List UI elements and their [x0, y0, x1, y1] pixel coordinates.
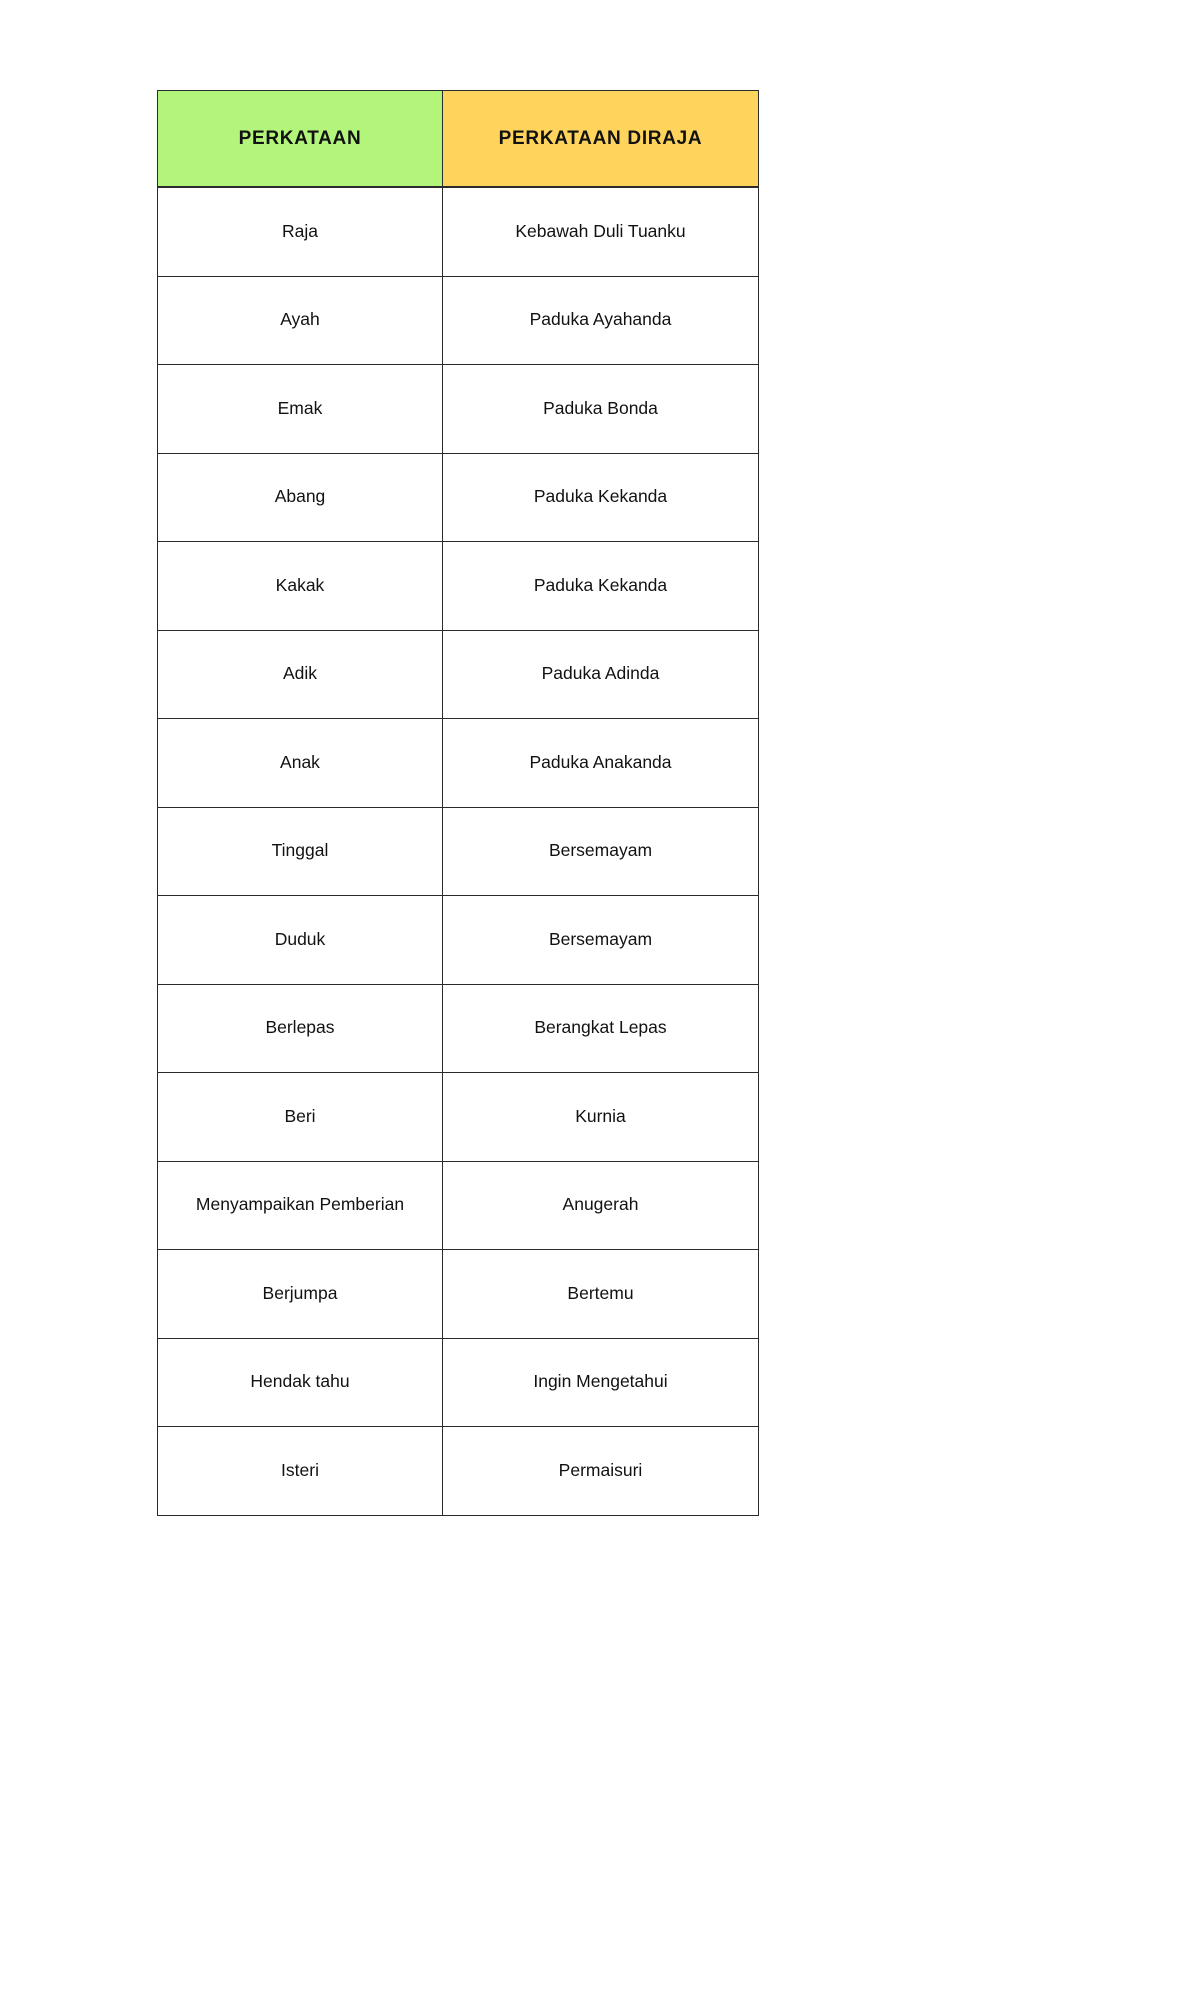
cell-perkataan-diraja: Paduka Kekanda — [443, 542, 759, 631]
cell-perkataan-diraja: Paduka Kekanda — [443, 453, 759, 542]
table-row — [158, 1073, 759, 1162]
vocabulary-table-container — [157, 90, 758, 1516]
cell-perkataan: Isteri — [158, 1427, 443, 1516]
cell-perkataan-diraja: Paduka Anakanda — [443, 719, 759, 808]
table-row — [158, 719, 759, 808]
table-row — [158, 896, 759, 985]
table-row — [158, 1427, 759, 1516]
cell-perkataan-diraja: Paduka Adinda — [443, 630, 759, 719]
column-header-perkataan-diraja: PERKATAAN DIRAJA — [443, 91, 759, 188]
column-header-perkataan: PERKATAAN — [158, 91, 443, 188]
cell-perkataan-diraja: Ingin Mengetahui — [443, 1338, 759, 1427]
cell-perkataan-diraja: Bersemayam — [443, 807, 759, 896]
cell-perkataan: Raja — [158, 187, 443, 276]
cell-perkataan: Kakak — [158, 542, 443, 631]
cell-perkataan-diraja: Berangkat Lepas — [443, 984, 759, 1073]
table-row — [158, 187, 759, 276]
cell-perkataan-diraja: Paduka Bonda — [443, 365, 759, 454]
cell-perkataan-diraja: Kebawah Duli Tuanku — [443, 187, 759, 276]
cell-perkataan-diraja: Permaisuri — [443, 1427, 759, 1516]
cell-perkataan: Emak — [158, 365, 443, 454]
cell-perkataan: Berlepas — [158, 984, 443, 1073]
cell-perkataan: Adik — [158, 630, 443, 719]
cell-perkataan-diraja: Anugerah — [443, 1161, 759, 1250]
table-row — [158, 1161, 759, 1250]
cell-perkataan-diraja: Bertemu — [443, 1250, 759, 1339]
table-row — [158, 365, 759, 454]
cell-perkataan: Ayah — [158, 276, 443, 365]
royal-vocabulary-table — [157, 90, 759, 1516]
table-header-row — [158, 91, 759, 188]
cell-perkataan-diraja: Kurnia — [443, 1073, 759, 1162]
cell-perkataan: Menyampaikan Pemberian — [158, 1161, 443, 1250]
table-row — [158, 630, 759, 719]
table-row — [158, 1338, 759, 1427]
cell-perkataan: Hendak tahu — [158, 1338, 443, 1427]
table-row — [158, 453, 759, 542]
table-row — [158, 1250, 759, 1339]
cell-perkataan-diraja: Bersemayam — [443, 896, 759, 985]
cell-perkataan: Beri — [158, 1073, 443, 1162]
cell-perkataan: Duduk — [158, 896, 443, 985]
cell-perkataan: Abang — [158, 453, 443, 542]
cell-perkataan-diraja: Paduka Ayahanda — [443, 276, 759, 365]
table-row — [158, 807, 759, 896]
cell-perkataan: Anak — [158, 719, 443, 808]
cell-perkataan: Tinggal — [158, 807, 443, 896]
table-row — [158, 984, 759, 1073]
table-header — [158, 91, 759, 188]
table-row — [158, 276, 759, 365]
table-body — [158, 187, 759, 1515]
cell-perkataan: Berjumpa — [158, 1250, 443, 1339]
table-row — [158, 542, 759, 631]
